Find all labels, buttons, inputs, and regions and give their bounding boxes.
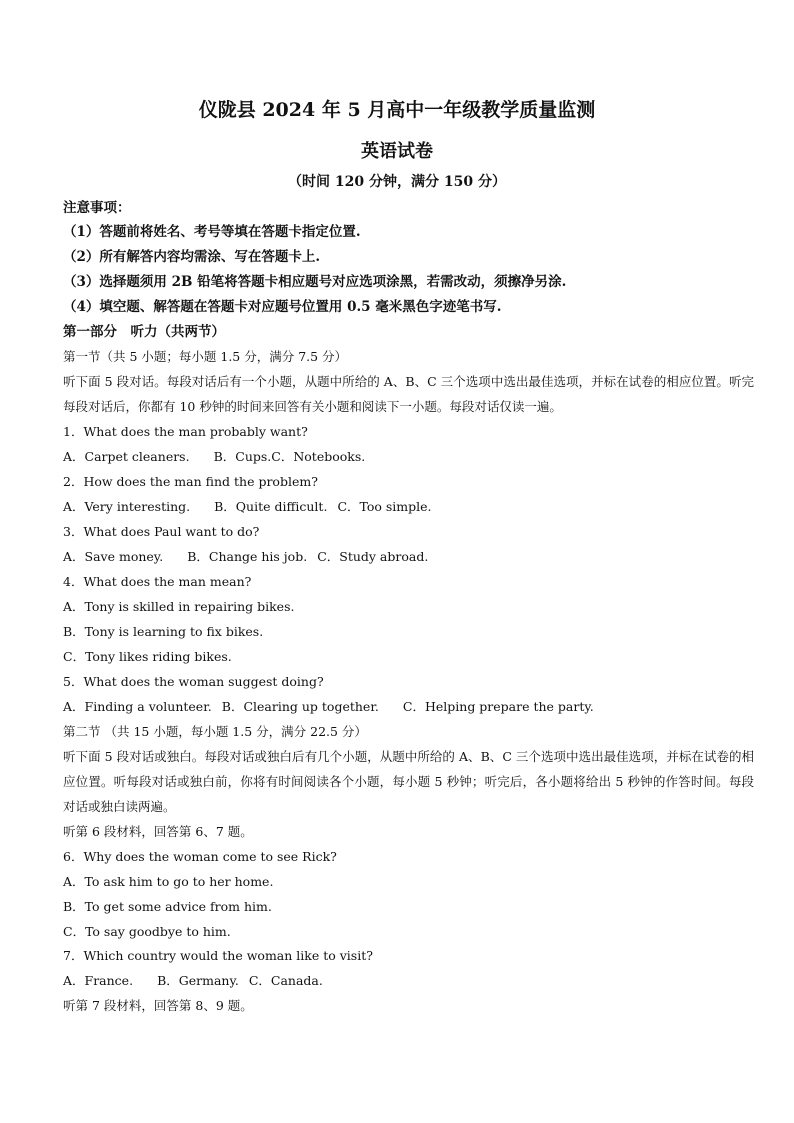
part1-heading: 第一部分 听力（共两节） — [63, 324, 225, 340]
q6-option-b: B．To get some advice from him. — [63, 899, 272, 914]
q5-option-c: C．Helping prepare the party. — [402, 699, 594, 714]
q1-option-c: C．Notebooks. — [271, 449, 366, 464]
notice-item-4: （4）填空题、解答题在答题卡对应题号位置用 0.5 毫米黑色字迹笔书写. — [63, 299, 502, 315]
question-3-stem: 3．What does Paul want to do? — [63, 524, 260, 539]
question-3-options — [63, 547, 754, 567]
notice-item-1: （1）答题前将姓名、考号等填在答题卡指定位置. — [63, 224, 361, 240]
material-7-intro: 听第 7 段材料，回答第 8、9 题。 — [63, 998, 253, 1013]
q7-option-a: A．France. — [63, 973, 134, 988]
question-1-options — [63, 447, 754, 467]
q2-option-a: A．Very interesting. — [63, 499, 191, 514]
question-6-stem: 6．Why does the woman come to see Rick? — [63, 849, 337, 864]
section2-instructions: 听下面 5 段对话或独白。每段对话或独白后有几个小题，从题中所给的 A、B、C 三个选项中选出最佳选项，并标在试卷的相应位置。听每段对话或独白前，你将有时间阅读各个小题，每小题 5 秒钟；听完后，各小题将给出 5 秒钟的作答时间。每段对话或独白读两遍。 — [63, 749, 754, 814]
q3-option-b: B．Change his job. — [187, 549, 308, 564]
time-info: （时间 120 分钟，满分 150 分） — [288, 174, 506, 190]
exam-subtitle: 英语试卷 — [361, 141, 433, 162]
q5-option-b: B．Clearing up together. — [221, 699, 379, 714]
section1-heading: 第一节（共 5 小题；每小题 1.5 分，满分 7.5 分） — [63, 349, 348, 364]
notice-item-3: （3）选择题须用 2B 铅笔将答题卡相应题号对应选项涂黑，若需改动，须擦净另涂. — [63, 274, 567, 290]
q4-option-c: C．Tony likes riding bikes. — [63, 649, 232, 664]
q6-option-c: C．To say goodbye to him. — [63, 924, 231, 939]
material-6-intro: 听第 6 段材料，回答第 6、7 题。 — [63, 824, 253, 839]
q5-option-a: A．Finding a volunteer. — [63, 699, 212, 714]
exam-title: 仪陇县 2024 年 5 月高中一年级教学质量监测 — [198, 99, 596, 121]
q3-option-c: C．Study abroad. — [317, 549, 429, 564]
q7-option-c: C．Canada. — [248, 973, 323, 988]
question-2-options — [63, 497, 754, 517]
q1-option-b: B．Cups. — [213, 449, 272, 464]
section2-heading: 第二节 （共 15 小题，每小题 1.5 分，满分 22.5 分） — [63, 724, 367, 739]
question-1-stem: 1．What does the man probably want? — [63, 424, 308, 439]
q4-option-a: A．Tony is skilled in repairing bikes. — [63, 599, 295, 614]
question-5-stem: 5．What does the woman suggest doing? — [63, 674, 324, 689]
question-5-options — [63, 697, 754, 717]
notice-item-2: （2）所有解答内容均需涂、写在答题卡上. — [63, 249, 321, 265]
question-7-options — [63, 971, 754, 991]
question-2-stem: 2．How does the man find the problem? — [63, 474, 318, 489]
q4-option-b: B．Tony is learning to fix bikes. — [63, 624, 264, 639]
q2-option-c: C．Too simple. — [337, 499, 432, 514]
question-7-stem: 7．Which country would the woman like to visit? — [63, 948, 373, 963]
q2-option-b: B．Quite difficult. — [214, 499, 328, 514]
section1-instructions: 听下面 5 段对话。每段对话后有一个小题，从题中所给的 A、B、C 三个选项中选出最佳选项，并标在试卷的相应位置。听完每段对话后，你都有 10 秒钟的时间来回答有关小题和阅读下一小题。每段对话仅读一遍。 — [63, 374, 754, 414]
q7-option-b: B．Germany. — [157, 973, 239, 988]
question-4-stem: 4．What does the man mean? — [63, 574, 252, 589]
q6-option-a: A．To ask him to go to her home. — [63, 874, 274, 889]
notice-heading: 注意事项： — [63, 200, 131, 216]
q3-option-a: A．Save money. — [63, 549, 164, 564]
q1-option-a: A．Carpet cleaners. — [63, 449, 190, 464]
